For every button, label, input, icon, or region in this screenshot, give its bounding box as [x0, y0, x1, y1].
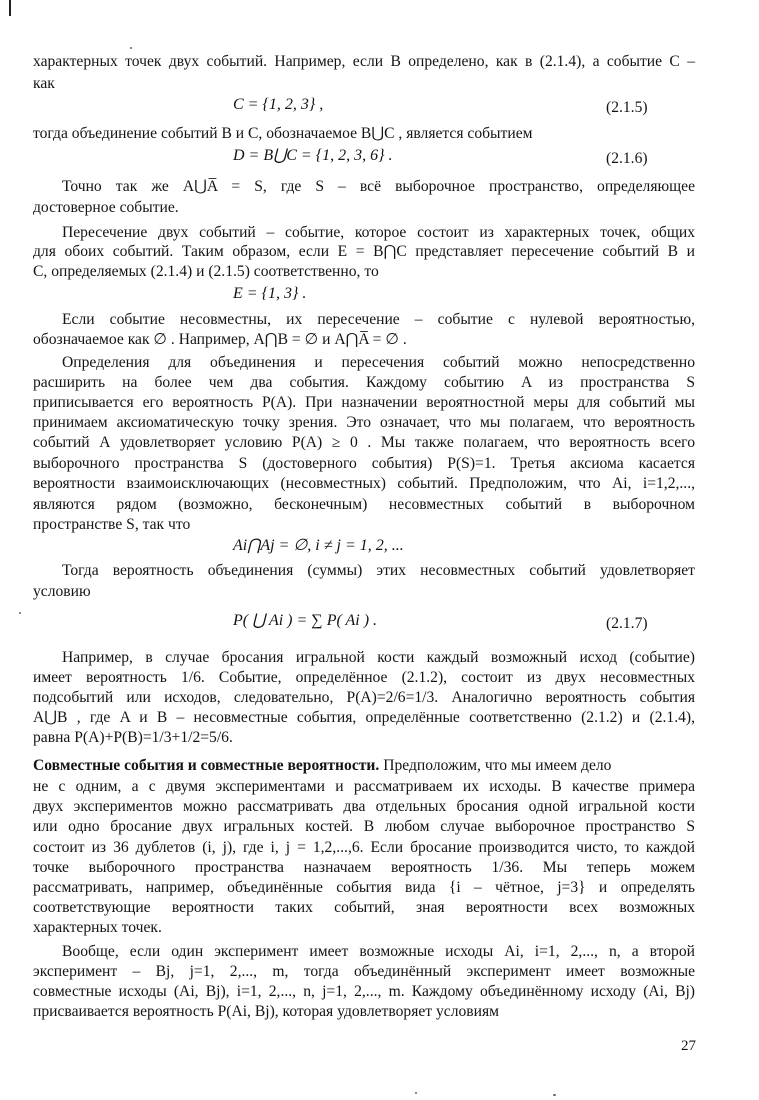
- text-line: Например, в случае бросания игральной кости каждый возможный исход (событие): [62, 649, 695, 666]
- equation-number: (2.1.5): [606, 99, 648, 116]
- formula: C = {1, 2, 3} ,: [233, 96, 324, 113]
- scan-speck: [19, 612, 21, 614]
- page-number: 27: [681, 1038, 696, 1054]
- text-line: обозначаемое как ∅ . Например, A⋂B = ∅ и A⋂A̅ = ∅ .: [33, 331, 407, 348]
- text-line: не с одним, а с двумя экспериментами и рассматриваем их исходы. В качестве примера: [33, 778, 695, 795]
- text-run: Предположим, что мы имеем дело: [379, 757, 612, 774]
- text-line: расширить на более чем два события. Каждому событию A из пространства S: [33, 374, 695, 391]
- text-line: Определения для объединения и пересечения событий можно непосредственно: [62, 354, 695, 371]
- scan-speck: [415, 1092, 417, 1094]
- text-line: [33, 756, 695, 776]
- text-line: характерных точек.: [33, 919, 162, 936]
- text-line: точке выборочного пространства назначаем вероятность 1/36. Мы теперь можем: [33, 859, 695, 876]
- text-line: имеет вероятность 1/6. Событие, определённое (2.1.2), состоит из двух несовместных: [33, 669, 695, 686]
- text-line: условию: [33, 583, 91, 600]
- text-line: присваивается вероятность P(Ai, Bj), которая удовлетворяет условиям: [33, 1003, 500, 1020]
- text-line: принимаем аксиоматическую точку зрения. Это означает, что мы полагаем, что вероятность: [33, 414, 695, 431]
- formula: D = B⋃C = {1, 2, 3, 6} .: [233, 147, 393, 164]
- text-line: Если событие несовместны, их пересечение – событие с нулевой вероятностью,: [62, 311, 695, 328]
- text-line: Пересечение двух событий – событие, которое состоит из характерных точек, общих: [62, 224, 695, 241]
- text-line: тогда объединение событий B и C, обозначаемое B⋃C , является событием: [33, 125, 533, 142]
- text-line: рассматривать, например, объединённые события вида {i – чётное, j=3} и определять: [33, 879, 695, 896]
- scan-speck: [553, 1094, 556, 1096]
- text-line: выборочного пространства S (достоверного события) P(S)=1. Третья аксиома касается: [33, 455, 695, 472]
- text-line: A⋃B , где A и B – несовместные события, определённые соответственно (2.1.2) и (2.1.4),: [33, 709, 695, 726]
- text-line: приписывается его вероятность P(A). При назначении вероятностной меры для событий мы: [33, 394, 695, 411]
- text-line: C, определяемых (2.1.4) и (2.1.5) соответственно, то: [33, 263, 379, 280]
- text-line: Вообще, если один эксперимент имеет возможные исходы Ai, i=1, 2,..., n, а второй: [62, 943, 695, 960]
- text-line: являются рядом (возможно, бесконечным) несовместных событий в выборочном: [33, 496, 695, 513]
- text-line: эксперимент – Bj, j=1, 2,..., m, тогда объединённый эксперимент имеет возможные: [33, 963, 695, 980]
- text-line: или одно бросание двух игральных костей. В любом случае выборочное пространство S: [33, 818, 695, 835]
- text-line: подсобытий или исходов, следовательно, P(A)=2/6=1/3. Аналогично вероятность события: [33, 689, 695, 706]
- equation-number: (2.1.6): [606, 150, 648, 167]
- formula: E = {1, 3} .: [233, 285, 307, 302]
- text-line: событий А удовлетворяет условию P(A) ≥ 0 . Мы также полагаем, что вероятность всего: [33, 434, 695, 451]
- formula: Ai⋂Aj = ∅, i ≠ j = 1, 2, ...: [233, 537, 404, 554]
- text-line: Точно так же A⋃A̅ = S, где S – всё выборочное пространство, определяющее: [62, 178, 695, 195]
- equation-number: (2.1.7): [606, 615, 648, 632]
- text-line: двух экспериментов можно рассматривать два отдельных бросания одной игральной кости: [33, 798, 695, 815]
- section-heading: Совместные события и совместные вероятности.: [33, 757, 380, 774]
- text-line: характерных точек двух событий. Например, если B определено, как в (2.1.4), а событие C –: [33, 53, 695, 70]
- scan-edge-mark: [9, 0, 11, 16]
- text-line: достоверное событие.: [33, 199, 179, 216]
- text-line: как: [33, 75, 55, 92]
- text-line: пространстве S, так что: [33, 516, 191, 533]
- text-line: равна P(A)+P(B)=1/3+1/2=5/6.: [33, 729, 233, 746]
- text-line: Тогда вероятность объединения (суммы) этих несовместных событий удовлетворяет: [62, 562, 695, 579]
- formula: P( ⋃ Ai ) = ∑ P( Ai ) .: [233, 612, 378, 629]
- text-line: для обоих событий. Таким образом, если E = B⋂C представляет пересечение событий B и: [33, 243, 695, 260]
- text-line: соответствующие вероятности таких событий, зная вероятности всех возможных: [33, 899, 695, 916]
- text-line: состоит из 36 дублетов (i, j), где i, j = 1,2,...,6. Если бросание производится чисто, то каждой: [33, 839, 695, 856]
- text-line: вероятности взаимоисключающих (несовместных) событий. Предположим, что Ai, i=1,2,...,: [33, 475, 695, 492]
- scan-speck: [130, 47, 132, 49]
- text-line: совместные исходы (Ai, Bj), i=1, 2,..., n, j=1, 2,..., m. Каждому объединённому исходу (Ai, Bj): [33, 983, 695, 1000]
